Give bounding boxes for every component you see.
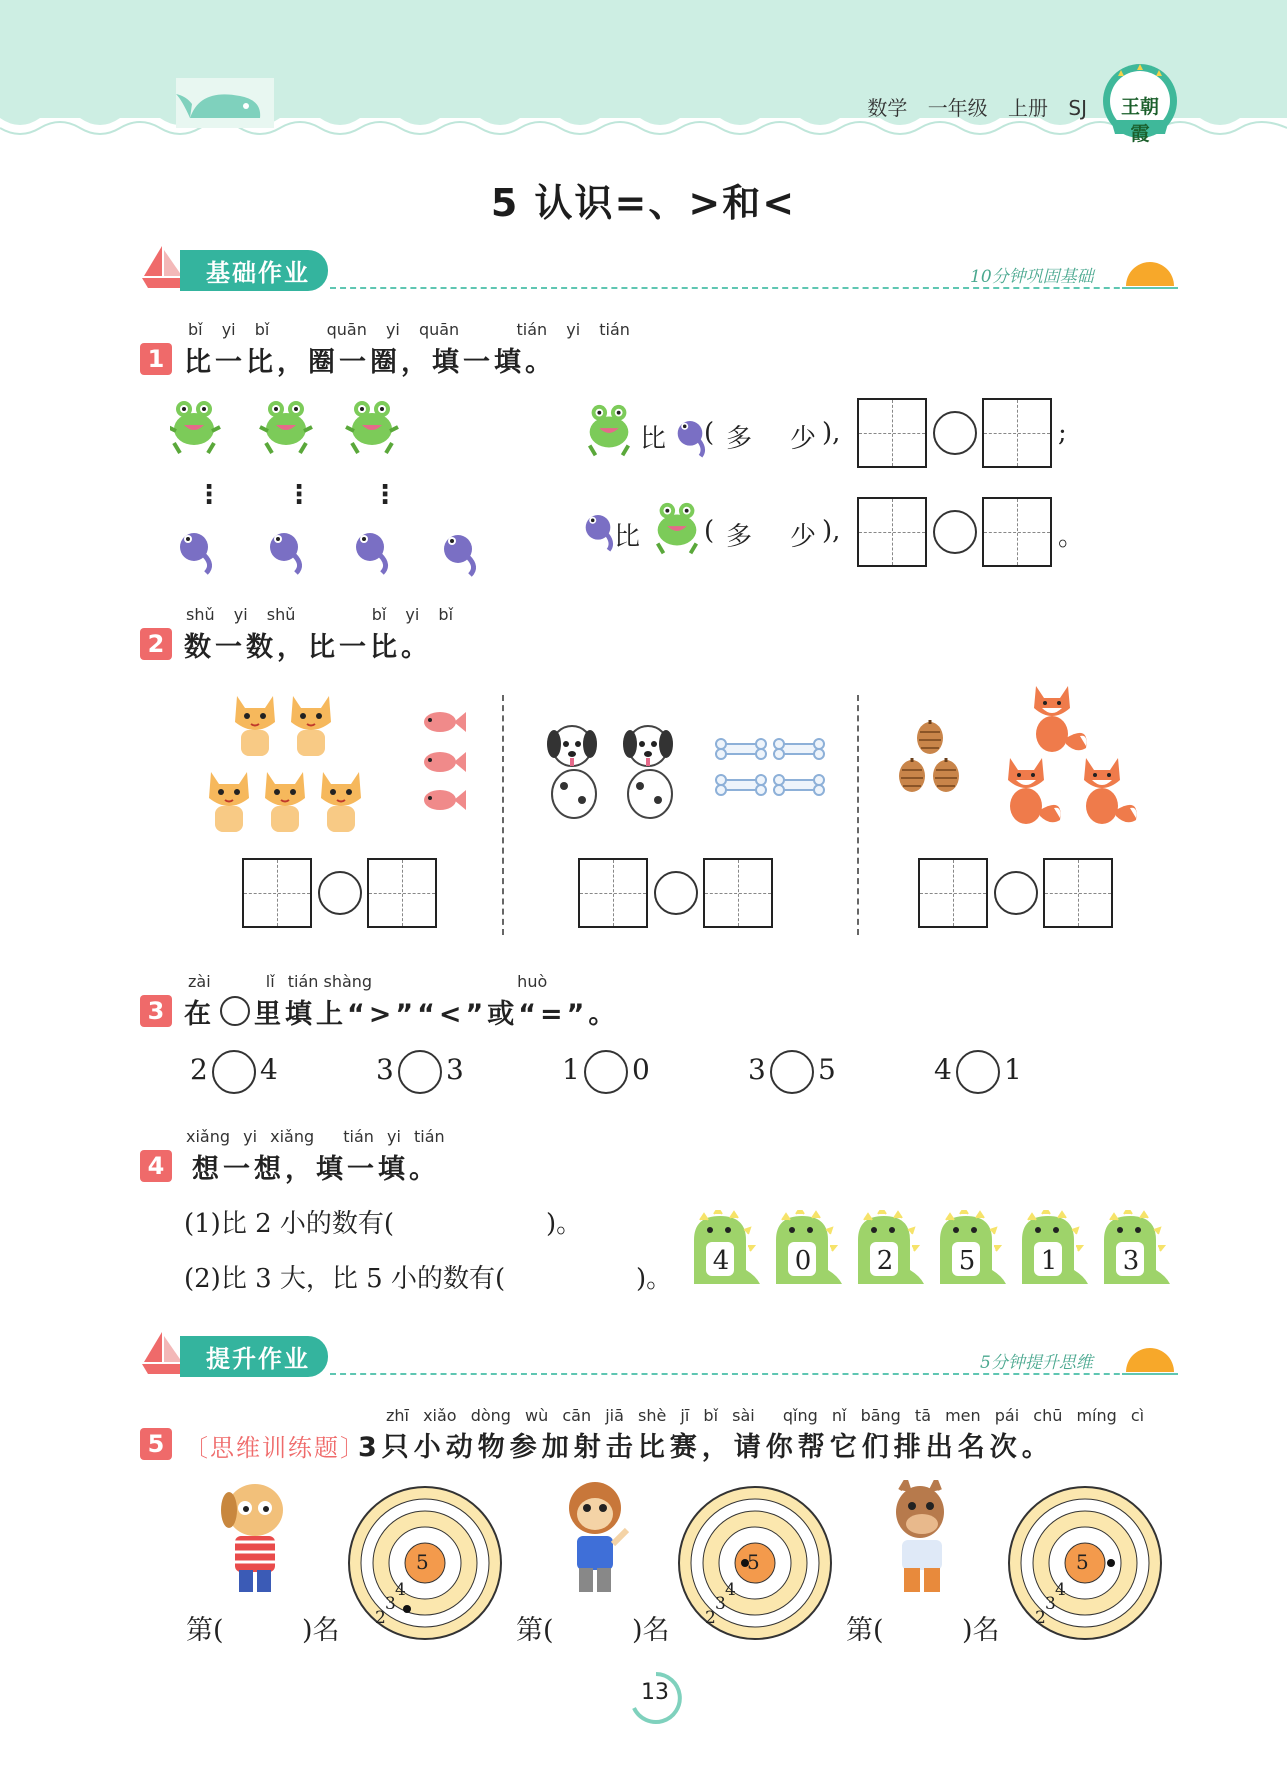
q2-panel3-box-right[interactable] <box>1043 858 1113 928</box>
q1-line2-paren-close: ), <box>822 516 841 546</box>
sun-icon <box>1120 254 1180 290</box>
q2-panel1-box-right[interactable] <box>367 858 437 928</box>
horse-character-icon <box>880 1480 964 1600</box>
rank-2-answer[interactable] <box>562 1606 632 1642</box>
page-number: 13 <box>641 1680 669 1705</box>
dogs-bones-illustration <box>540 720 830 825</box>
header-grade: 一年级 <box>927 96 988 120</box>
dino-number-1: 4 <box>712 1246 730 1276</box>
frog-icon <box>648 498 706 562</box>
q1-line1-shao[interactable]: 少 <box>790 424 817 454</box>
q3-pair-5-right: 1 <box>1004 1053 1022 1086</box>
q3-pair-1-left: 2 <box>190 1053 208 1086</box>
q3-pair-2-left: 3 <box>376 1053 394 1086</box>
question-5-text: 3只小动物参加射击比赛，请你帮它们排出名次。 <box>358 1432 1054 1463</box>
q4-sub1-end: )。 <box>546 1209 583 1239</box>
question-3-text-start: 在 <box>184 999 215 1030</box>
rank-1-close: )名 <box>302 1615 340 1646</box>
q3-pair-3-circle[interactable] <box>584 1050 628 1094</box>
dino-number-3: 2 <box>876 1246 894 1276</box>
question-2-pinyin: shǔ yi shǔ bǐ yi bǐ <box>186 605 454 624</box>
shot-mark <box>403 1605 411 1613</box>
question-4-text: 想一想，填一填。 <box>192 1154 440 1185</box>
section-basic-label: 基础作业 <box>180 250 328 291</box>
rank-3-open: 第( <box>846 1615 884 1646</box>
q4-sub2-answer[interactable] <box>548 1255 636 1295</box>
q1-line2-bi: 比 <box>614 522 641 552</box>
target-3-ring-5: 5 <box>1076 1550 1089 1574</box>
section-advanced-note: 5分钟提升思维 <box>980 1353 1093 1373</box>
dots-3: ⋮ <box>372 480 398 510</box>
brand-logo-text: 王朝霞 <box>1120 96 1159 145</box>
q4-sub1-text: (1)比 2 小的数有( <box>184 1209 395 1239</box>
cats-fish-illustration <box>195 690 485 840</box>
question-5-number: 5 <box>140 1428 172 1460</box>
q1-line1-end: ; <box>1058 418 1067 448</box>
question-4-pinyin: xiǎng yi xiǎng tián yi tián <box>186 1127 445 1146</box>
panel-divider-1 <box>502 695 504 935</box>
q4-sub2-end: )。 <box>636 1264 673 1294</box>
q3-pair-3-left: 1 <box>562 1053 580 1086</box>
q3-pair-5-circle[interactable] <box>956 1050 1000 1094</box>
section-advanced-divider <box>330 1373 1160 1375</box>
panel-divider-2 <box>857 695 859 935</box>
q3-pair-4-left: 3 <box>748 1053 766 1086</box>
q3-pair-1-circle[interactable] <box>212 1050 256 1094</box>
rank-2-close: )名 <box>632 1615 670 1646</box>
header-meta <box>867 92 1087 121</box>
target-1-ring-4: 4 <box>395 1580 406 1600</box>
question-1-pinyin: bǐ yi bǐ quān yi quān tián yi tián <box>188 320 630 339</box>
target-2-ring-4: 4 <box>725 1580 736 1600</box>
dots-1: ⋮ <box>196 480 222 510</box>
header-volume: 上册 <box>1008 96 1049 120</box>
q2-panel2-compare-circle[interactable] <box>654 871 698 915</box>
sun-icon <box>1120 1340 1180 1376</box>
q3-pair-2-right: 3 <box>446 1053 464 1086</box>
target-1-ring-5: 5 <box>416 1550 429 1574</box>
question-1-number: 1 <box>140 343 172 375</box>
question-2-text: 数一数，比一比。 <box>184 632 432 663</box>
q1-line1-answer-box-left[interactable] <box>857 398 927 468</box>
q1-line1-duo[interactable]: 多 <box>726 424 753 454</box>
shot-mark <box>1107 1559 1115 1567</box>
dinosaur-number-cards <box>686 1210 1176 1286</box>
q2-panel2-box-left[interactable] <box>578 858 648 928</box>
tadpole-icon <box>672 414 708 458</box>
header-subject: 数学 <box>867 96 908 120</box>
q1-line1-paren-open: ( <box>704 418 715 448</box>
target-3-ring-4: 4 <box>1055 1580 1066 1600</box>
dino-number-5: 1 <box>1040 1246 1058 1276</box>
question-1-text: 比一比，圈一圈，填一填。 <box>184 347 556 378</box>
q2-panel1-compare-circle[interactable] <box>318 871 362 915</box>
dino-number-4: 5 <box>958 1246 976 1276</box>
target-2-ring-3: 3 <box>715 1594 726 1614</box>
pinecones-foxes-illustration <box>890 680 1150 830</box>
question-3-text-end: 里填上“>”“<”或“=”。 <box>254 999 620 1030</box>
header-edition: SJ <box>1068 96 1087 120</box>
dots-2: ⋮ <box>286 480 312 510</box>
monkey-character-icon <box>555 1478 635 1600</box>
rank-1-open: 第( <box>186 1615 224 1646</box>
q3-pair-1-right: 4 <box>260 1053 278 1086</box>
rank-2-open: 第( <box>516 1615 554 1646</box>
q2-panel3-compare-circle[interactable] <box>994 871 1038 915</box>
q3-pair-4-circle[interactable] <box>770 1050 814 1094</box>
q2-panel2-box-right[interactable] <box>703 858 773 928</box>
q1-line2-end: 。 <box>1058 522 1085 552</box>
q2-panel3-box-left[interactable] <box>918 858 988 928</box>
question-5-tag: 〔思维训练题〕 <box>184 1434 366 1462</box>
question-4-number: 4 <box>140 1150 172 1182</box>
tadpole-icon <box>580 508 616 552</box>
q3-instruction-circle <box>220 996 250 1026</box>
frog-icon <box>580 400 638 464</box>
header-band <box>0 0 1287 150</box>
q1-line1-compare-circle[interactable] <box>933 411 977 455</box>
q3-pair-2-circle[interactable] <box>398 1050 442 1094</box>
section-basic-note: 10分钟巩固基础 <box>970 267 1094 287</box>
target-3-ring-3: 3 <box>1045 1594 1056 1614</box>
q1-line2-paren-open: ( <box>704 516 715 546</box>
question-5-pinyin: zhī xiǎo dòng wù cān jiā shè jī bǐ sài qǐng nǐ bāng tā men pái chū míng cì <box>386 1406 1145 1425</box>
dino-number-2: 0 <box>794 1246 812 1276</box>
q1-line1-bi: 比 <box>640 424 667 454</box>
q1-line2-duo[interactable]: 多 <box>726 522 753 552</box>
q2-panel1-box-left[interactable] <box>242 858 312 928</box>
question-2-number: 2 <box>140 628 172 660</box>
q1-line2-answer-box-right[interactable] <box>982 497 1052 567</box>
section-advanced-label: 提升作业 <box>180 1336 328 1377</box>
q1-line2-answer-box-left[interactable] <box>857 497 927 567</box>
rank-3-answer[interactable] <box>892 1606 962 1642</box>
page-title: 5 认识=、>和< <box>490 181 797 225</box>
dog-character-icon <box>215 1480 295 1600</box>
target-2-ring-5: 5 <box>747 1550 760 1574</box>
section-basic-divider <box>330 287 1160 289</box>
q4-sub1-answer[interactable] <box>440 1200 544 1240</box>
target-1-ring-3: 3 <box>385 1594 396 1614</box>
target-2-ring-2: 2 <box>705 1608 716 1628</box>
q3-pair-3-right: 0 <box>632 1053 650 1086</box>
rank-1-answer[interactable] <box>232 1606 302 1642</box>
q1-line1-paren-close: ), <box>822 418 841 448</box>
question-3-pinyin: zài lǐ tián shàng huò <box>188 972 548 991</box>
q1-line1-answer-box-right[interactable] <box>982 398 1052 468</box>
q3-pair-4-right: 5 <box>818 1053 836 1086</box>
q3-pair-5-left: 4 <box>934 1053 952 1086</box>
whale-icon <box>176 78 274 128</box>
q4-sub2-text: (2)比 3 大，比 5 小的数有( <box>184 1264 506 1294</box>
q1-line2-shao[interactable]: 少 <box>790 522 817 552</box>
question-3-number: 3 <box>140 995 172 1027</box>
target-1-ring-2: 2 <box>375 1608 386 1628</box>
dino-number-6: 3 <box>1122 1246 1140 1276</box>
rank-3-close: )名 <box>962 1615 1000 1646</box>
target-3-ring-2: 2 <box>1035 1608 1046 1628</box>
q1-line2-compare-circle[interactable] <box>933 510 977 554</box>
